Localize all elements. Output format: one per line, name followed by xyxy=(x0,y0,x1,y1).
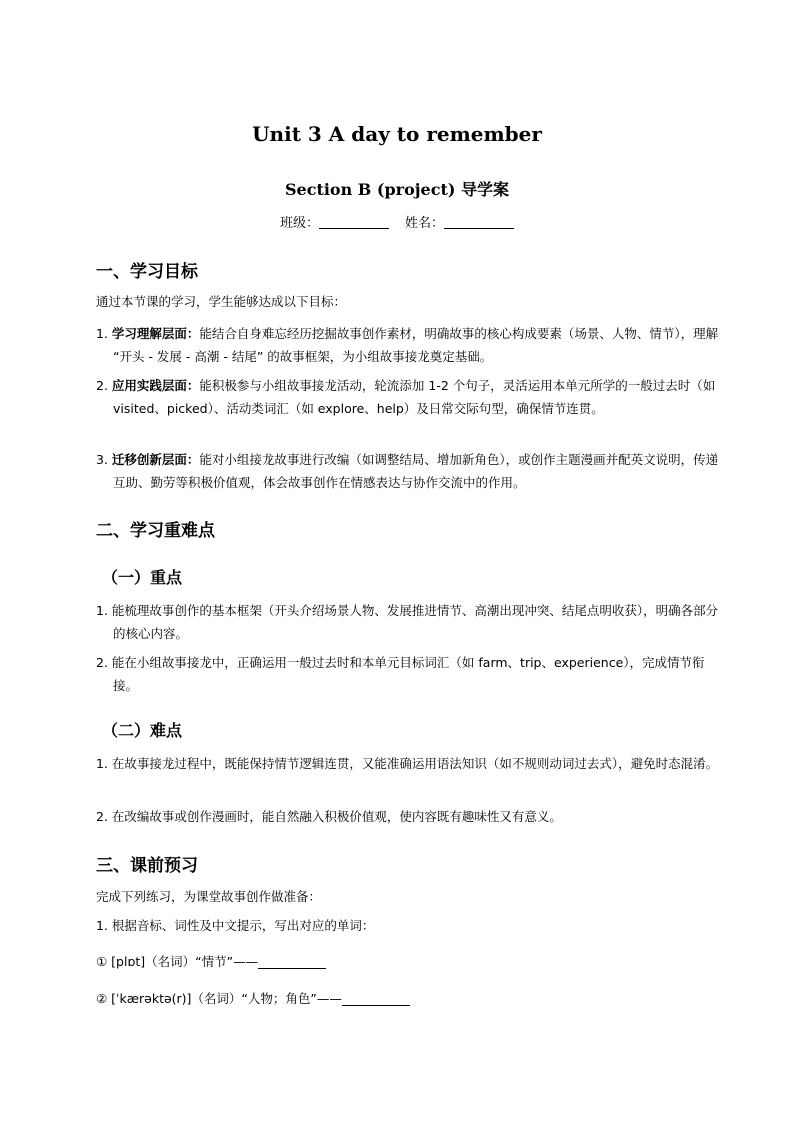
name-blank xyxy=(444,215,514,229)
goal-item: 3. 迁移创新层面：能对小组接龙故事进行改编（如调整结局、增加新角色），或创作主题漫画并配英文说明，传递互助、勤劳等积极价值观，体会故事创作在情感表达与协作交流中的作用。 xyxy=(96,452,719,490)
goal-label: 迁移创新层面： xyxy=(111,452,200,467)
list-item: 1. 能梳理故事创作的基本框架（开头介绍场景人物、发展推进情节、高潮出现冲突、结尾点明收获），明确各部分的核心内容。 xyxy=(96,603,719,641)
word-question: ② [ˈkærəktə(r)]（名词）“人物；角色”—— xyxy=(96,987,706,1010)
page-subtitle: Section B (project) 导学案 xyxy=(284,180,510,199)
student-info xyxy=(0,212,794,231)
word-question: ① [plɒt]（名词）“情节”—— xyxy=(96,950,706,973)
list-item: 1. 在故事接龙过程中，既能保持情节逻辑连贯，又能准确运用语法知识（如不规则动词过去式），避免时态混淆。 xyxy=(96,756,719,771)
answer-blank[interactable] xyxy=(258,954,326,969)
preview-intro: 完成下列练习，为课堂故事创作做准备： xyxy=(96,889,322,904)
list-item: 2. 能在小组故事接龙中，正确运用一般过去时和本单元目标词汇（如 farm、trip、experience），完成情节衔接。 xyxy=(96,655,705,693)
goal-label: 学习理解层面： xyxy=(111,326,200,341)
goals-intro: 通过本节课的学习，学生能够达成以下目标： xyxy=(96,294,347,309)
section-heading-goals: 一、学习目标 xyxy=(96,262,198,282)
answer-blank[interactable] xyxy=(342,991,410,1006)
class-label: 班级： xyxy=(279,216,319,231)
section-heading-preview: 三、课前预习 xyxy=(96,856,198,876)
section-heading-key-points: 二、学习重难点 xyxy=(96,521,215,541)
subsection-heading-focus: （一）重点 xyxy=(102,568,183,587)
goal-label: 应用实践层面： xyxy=(111,378,200,393)
class-blank xyxy=(319,215,389,229)
goal-item: 1. 学习理解层面：能结合自身难忘经历挖掘故事创作素材，明确故事的核心构成要素（场景、人物、情节），理解 “开头 - 发展 - 高潮 - 结尾” 的故事框架，为小组故事接龙奠定基础。 xyxy=(96,326,719,364)
goal-item: 2. 应用实践层面：能积极参与小组故事接龙活动，轮流添加 1-2 个句子，灵活运用本单元所学的一般过去时（如 visited、picked）、活动类词汇（如 explore、help）及日常交际句型，确保情节连贯。 xyxy=(96,378,716,416)
list-item: 2. 在改编故事或创作漫画时，能自然融入积极价值观，使内容既有趣味性又有意义。 xyxy=(96,809,562,824)
subsection-heading-difficulty: （二）难点 xyxy=(102,721,183,740)
question-1: 1. 根据音标、词性及中文提示，写出对应的单词： xyxy=(96,918,375,933)
name-label: 姓名： xyxy=(405,216,445,231)
page-title: Unit 3 A day to remember xyxy=(252,122,542,146)
